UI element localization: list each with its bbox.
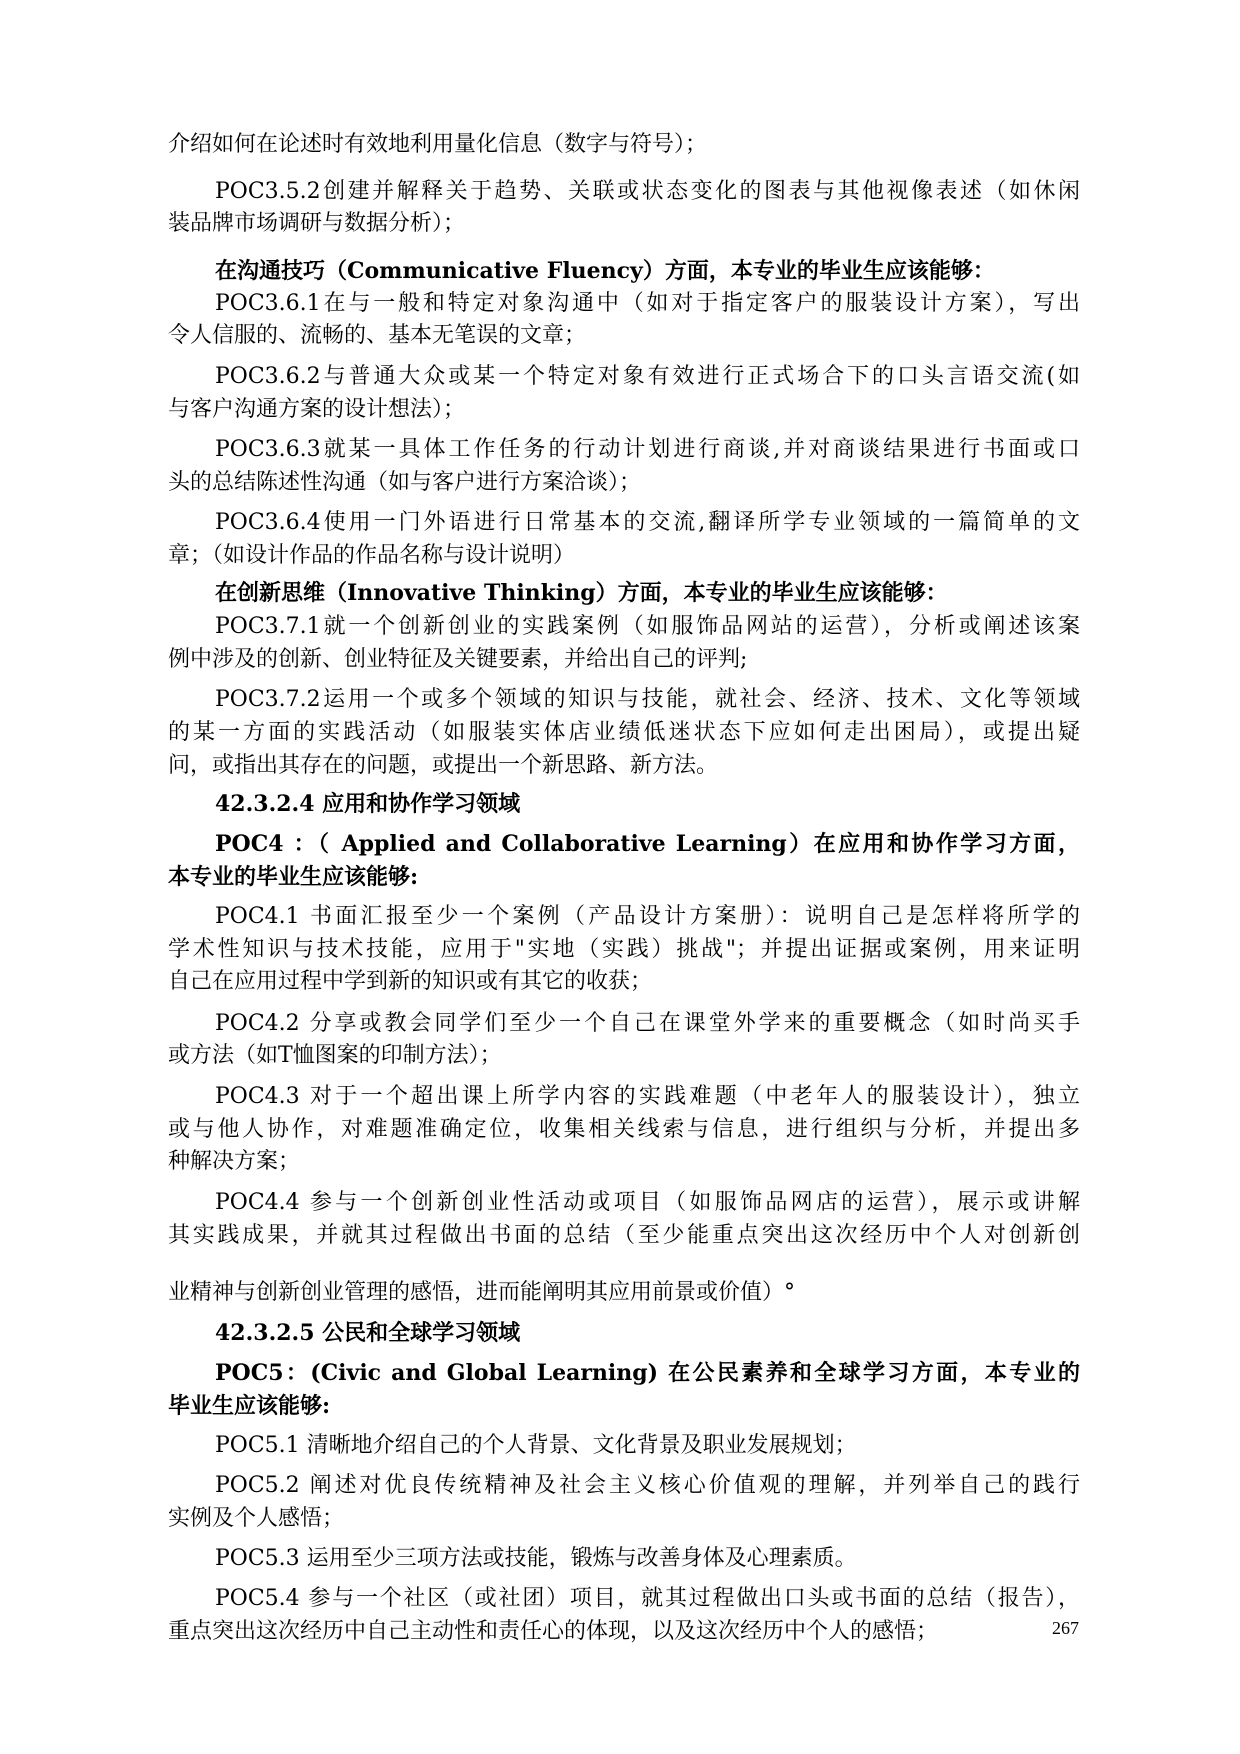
text-line: 自己在应用过程中学到新的知识或有其它的收获； — [168, 969, 653, 994]
section-heading: 本专业的毕业生应该能够: — [168, 864, 419, 890]
text-line: POC3.7.2运用一个或多个领域的知识与技能，就社会、经济、技术、文化等领域 — [215, 687, 1080, 712]
text-line: POC3.7.1就一个创新创业的实践案例（如服饰品网站的运营），分析或阐述该案 — [215, 614, 1080, 639]
text-line: 实例及个人感悟； — [168, 1506, 345, 1531]
section-heading: 42.3.2.4 应用和协作学习领域 — [215, 791, 521, 817]
text-line: 令人信服的、流畅的、基本无笔误的文章； — [168, 323, 587, 348]
text-line: 例中涉及的创新、创业特征及关键要素，并给出自己的评判; — [168, 647, 748, 672]
text-line: POC4.1 书面汇报至少一个案例（产品设计方案册）：说明自己是怎样将所学的 — [215, 904, 1080, 929]
text-line: POC3.6.3就某一具体工作任务的行动计划进行商谈,并对商谈结果进行书面或口 — [215, 437, 1080, 462]
text-line: 与客户沟通方案的设计想法）； — [168, 397, 466, 422]
text-line: 学术性知识与技术技能，应用于"实地（实践）挑战"；并提出证据或案例，用来证明 — [168, 937, 1080, 962]
text-line: 或与他人协作，对难题准确定位，收集相关线索与信息，进行组织与分析，并提出多 — [168, 1117, 1080, 1142]
text-line: POC3.5.2创建并解释关于趋势、关联或状态变化的图表与其他视像表述（如休闲 — [215, 179, 1080, 204]
page-number: 267 — [1052, 1618, 1079, 1638]
text-line: POC3.6.2与普通大众或某一个特定对象有效进行正式场合下的口头言语交流(如 — [215, 364, 1080, 389]
text-line: 问，或指出其存在的问题，或提出一个新思路、新方法。 — [168, 753, 719, 778]
section-heading: POC5：(Civic and Global Learning) 在公民素养和全球学习方面，本专业的 — [215, 1360, 1080, 1386]
text-line: 头的总结陈述性沟通（如与客户进行方案洽谈）； — [168, 470, 642, 495]
text-line: POC3.6.4使用一门外语进行日常基本的交流,翻译所学专业领域的一篇简单的文 — [215, 510, 1080, 535]
text-line: 种解决方案； — [168, 1149, 301, 1174]
text-line: 章；（如设计作品的作品名称与设计说明） — [168, 543, 576, 568]
text-line: POC4.2 分享或教会同学们至少一个自己在课堂外学来的重要概念（如时尚买手 — [215, 1011, 1080, 1036]
text-line: 的某一方面的实践活动（如服装实体店业绩低迷状态下应如何走出困局），或提出疑 — [168, 720, 1080, 745]
section-heading: POC4 ：（ Applied and Collaborative Learning）在应用和协作学习方面， — [215, 831, 1080, 857]
section-heading: 42.3.2.5 公民和全球学习领域 — [215, 1320, 521, 1346]
text-line: 其实践成果，并就其过程做出书面的总结（至少能重点突出这次经历中个人对创新创 — [168, 1223, 1080, 1248]
text-line: 介绍如何在论述时有效地利用量化信息（数字与符号）； — [168, 132, 708, 157]
text-line: POC5.1 清晰地介绍自己的个人背景、文化背景及职业发展规划； — [215, 1433, 857, 1458]
section-heading: 在沟通技巧（Communicative Fluency）方面，本专业的毕业生应该能够： — [215, 258, 995, 284]
text-line: 装品牌市场调研与数据分析）； — [168, 211, 466, 236]
text-line: POC5.4 参与一个社区（或社团）项目，就其过程做出口头或书面的总结（报告）， — [215, 1586, 1080, 1611]
text-line: 重点突出这次经历中自己主动性和责任心的体现，以及这次经历中个人的感悟； — [168, 1619, 939, 1644]
text-line: 业精神与创新创业管理的感悟，进而能阐明其应用前景或价值）° — [168, 1280, 796, 1305]
text-line: POC5.3 运用至少三项方法或技能，锻炼与改善身体及心理素质。 — [215, 1546, 857, 1571]
section-heading: 毕业生应该能够: — [168, 1393, 331, 1419]
text-line: POC4.4 参与一个创新创业性活动或项目（如服饰品网店的运营），展示或讲解 — [215, 1190, 1080, 1215]
text-line: 或方法（如T恤图案的印制方法）； — [168, 1043, 502, 1068]
text-line: POC3.6.1在与一般和特定对象沟通中（如对于指定客户的服装设计方案），写出 — [215, 291, 1080, 316]
text-line: POC5.2 阐述对优良传统精神及社会主义核心价值观的理解，并列举自己的践行 — [215, 1473, 1080, 1498]
text-line: POC4.3 对于一个超出课上所学内容的实践难题（中老年人的服装设计），独立 — [215, 1084, 1080, 1109]
section-heading: 在创新思维（Innovative Thinking）方面，本专业的毕业生应该能够： — [215, 580, 948, 606]
